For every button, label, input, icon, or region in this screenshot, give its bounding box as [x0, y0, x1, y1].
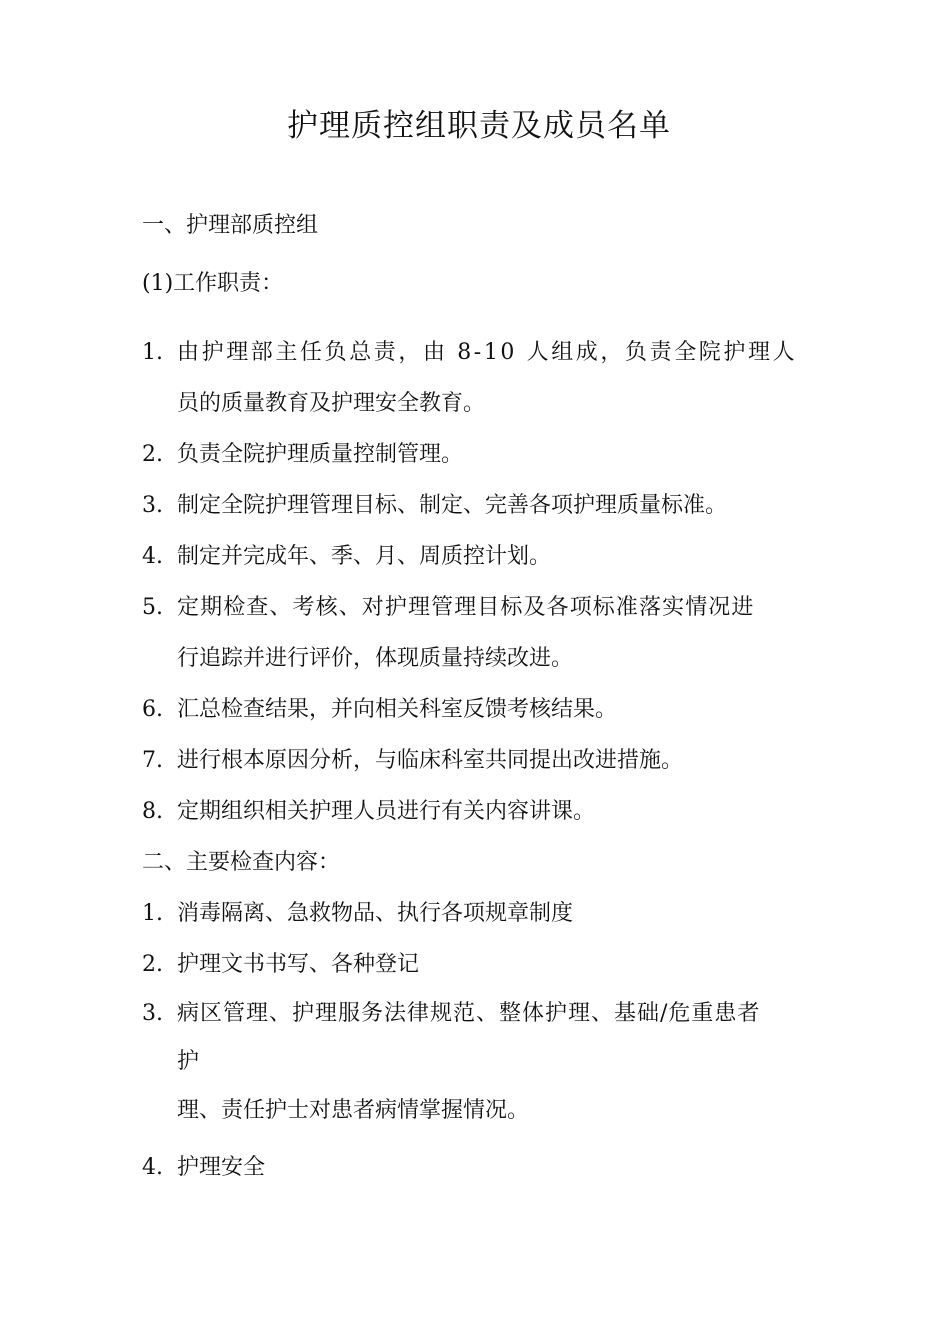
content-text: 消毒隔离、急救物品、执行各项规章制度 — [177, 901, 574, 926]
duty-text: 制定全院护理管理目标、制定、完善各项护理质量标准。 — [177, 493, 728, 518]
section-heading-inspection-contents: 二、主要检查内容： — [142, 850, 341, 875]
duty-number: 2. — [142, 442, 163, 467]
section-heading-quality-group: 一、护理部质控组 — [142, 213, 319, 238]
duty-number: 7. — [142, 748, 163, 773]
duty-text: 由护理部主任负总责，由 8-10 人组成，负责全院护理人 — [177, 340, 798, 365]
duty-number: 6. — [142, 697, 163, 722]
content-number: 4. — [142, 1155, 163, 1180]
duties-heading: (1)工作职责： — [142, 271, 284, 296]
duty-number: 4. — [142, 544, 163, 569]
duty-number: 1. — [142, 340, 163, 365]
document-title: 护理质控组职责及成员名单 — [287, 108, 671, 144]
duty-text: 进行根本原因分析，与临床科室共同提出改进措施。 — [177, 748, 684, 773]
content-text: 病区管理、护理服务法律规范、整体护理、基础/危重患者 — [177, 1001, 761, 1026]
duty-number: 8. — [142, 799, 163, 824]
duty-text: 负责全院护理质量控制管理。 — [177, 442, 464, 467]
content-number: 1. — [142, 901, 163, 926]
duty-text-continued: 行追踪并进行评价，体现质量持续改进。 — [177, 646, 574, 671]
duty-text: 制定并完成年、季、月、周质控计划。 — [177, 544, 552, 569]
content-text: 护理安全 — [177, 1155, 266, 1180]
duty-number: 5. — [142, 595, 163, 620]
duty-text: 定期检查、考核、对护理管理目标及各项标准落实情况进 — [177, 595, 755, 620]
content-text: 护理文书书写、各种登记 — [177, 952, 420, 977]
content-text-continued: 护 — [177, 1049, 200, 1074]
duty-text: 定期组织相关护理人员进行有关内容讲课。 — [177, 799, 596, 824]
duty-text: 汇总检查结果，并向相关科室反馈考核结果。 — [177, 697, 618, 722]
duty-text-continued: 员的质量教育及护理安全教育。 — [177, 391, 486, 416]
content-text-continued: 理、责任护士对患者病情掌握情况。 — [177, 1098, 530, 1123]
content-number: 3. — [142, 1001, 163, 1026]
duty-number: 3. — [142, 493, 163, 518]
content-number: 2. — [142, 952, 163, 977]
